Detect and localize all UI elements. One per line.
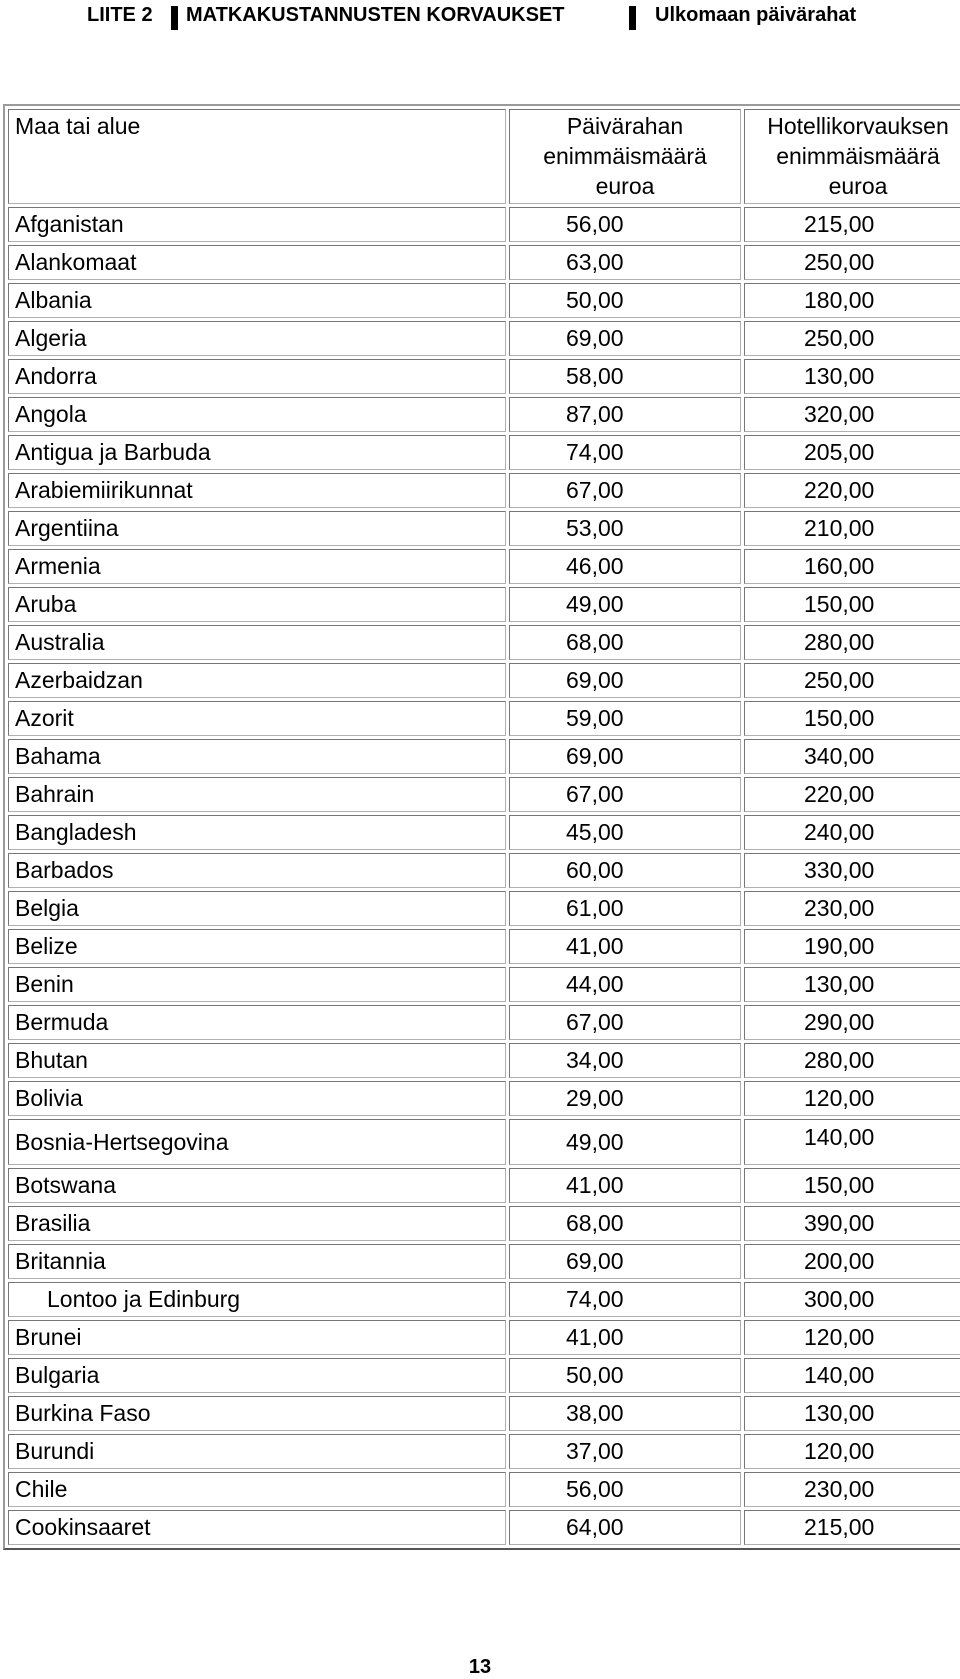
per-diem-cell: 49,00	[509, 1119, 741, 1165]
per-diem-cell: 41,00	[509, 1320, 741, 1355]
table-header-row	[8, 109, 960, 204]
table-row	[8, 1510, 960, 1545]
country-cell: Burkina Faso	[8, 1396, 506, 1431]
country-cell: Botswana	[8, 1168, 506, 1203]
column-header-country: Maa tai alue	[8, 109, 506, 204]
hotel-cell: 250,00	[744, 245, 960, 280]
table-row	[8, 1168, 960, 1203]
table-row	[8, 663, 960, 698]
table-row	[8, 587, 960, 622]
per-diem-cell: 29,00	[509, 1081, 741, 1116]
country-cell: Belize	[8, 929, 506, 964]
per-diem-cell: 46,00	[509, 549, 741, 584]
table-row	[8, 929, 960, 964]
per-diem-cell: 53,00	[509, 511, 741, 546]
table-row	[8, 1081, 960, 1116]
page-header	[0, 0, 960, 34]
country-cell: Lontoo ja Edinburg	[8, 1282, 506, 1317]
per-diem-cell: 69,00	[509, 739, 741, 774]
per-diem-table	[3, 104, 960, 1550]
table-body	[8, 207, 960, 1545]
per-diem-cell: 44,00	[509, 967, 741, 1002]
table-row	[8, 245, 960, 280]
table-row	[8, 359, 960, 394]
page-number: 13	[468, 1656, 492, 1678]
table-row	[8, 1005, 960, 1040]
hotel-cell: 150,00	[744, 701, 960, 736]
per-diem-cell: 68,00	[509, 1206, 741, 1241]
hotel-cell: 280,00	[744, 1043, 960, 1078]
table-row	[8, 1119, 960, 1165]
appendix-label: LIITE 2	[87, 4, 153, 26]
country-cell: Belgia	[8, 891, 506, 926]
column-header-hotel: Hotellikorvauksen enimmäismäärä euroa	[744, 109, 960, 204]
hotel-cell: 280,00	[744, 625, 960, 660]
per-diem-cell: 56,00	[509, 1472, 741, 1507]
country-cell: Australia	[8, 625, 506, 660]
per-diem-cell: 68,00	[509, 625, 741, 660]
table-row	[8, 549, 960, 584]
table-row	[8, 1244, 960, 1279]
hotel-cell: 220,00	[744, 473, 960, 508]
table-row	[8, 397, 960, 432]
per-diem-cell: 74,00	[509, 435, 741, 470]
country-cell: Alankomaat	[8, 245, 506, 280]
table-row	[8, 739, 960, 774]
header-separator	[171, 6, 178, 30]
country-cell: Brasilia	[8, 1206, 506, 1241]
header-separator	[629, 6, 636, 30]
country-cell: Antigua ja Barbuda	[8, 435, 506, 470]
country-cell: Armenia	[8, 549, 506, 584]
hotel-cell: 180,00	[744, 283, 960, 318]
country-cell: Bahrain	[8, 777, 506, 812]
per-diem-cell: 63,00	[509, 245, 741, 280]
country-cell: Barbados	[8, 853, 506, 888]
hotel-cell: 205,00	[744, 435, 960, 470]
country-cell: Britannia	[8, 1244, 506, 1279]
country-cell: Arabiemiirikunnat	[8, 473, 506, 508]
table-row	[8, 435, 960, 470]
hotel-cell: 390,00	[744, 1206, 960, 1241]
table-row	[8, 777, 960, 812]
hotel-cell: 120,00	[744, 1320, 960, 1355]
per-diem-cell: 67,00	[509, 473, 741, 508]
hotel-cell: 250,00	[744, 321, 960, 356]
table-row	[8, 1206, 960, 1241]
country-cell: Albania	[8, 283, 506, 318]
table-row	[8, 1320, 960, 1355]
hotel-cell: 150,00	[744, 1168, 960, 1203]
table-row	[8, 815, 960, 850]
country-cell: Afganistan	[8, 207, 506, 242]
country-cell: Bolivia	[8, 1081, 506, 1116]
hotel-cell: 150,00	[744, 587, 960, 622]
table-row	[8, 511, 960, 546]
hotel-cell: 215,00	[744, 1510, 960, 1545]
hotel-cell: 250,00	[744, 663, 960, 698]
per-diem-cell: 59,00	[509, 701, 741, 736]
per-diem-cell: 60,00	[509, 853, 741, 888]
hotel-cell: 190,00	[744, 929, 960, 964]
hotel-cell: 120,00	[744, 1081, 960, 1116]
table-row	[8, 1358, 960, 1393]
table-row	[8, 1043, 960, 1078]
hotel-cell: 340,00	[744, 739, 960, 774]
country-cell: Bahama	[8, 739, 506, 774]
country-cell: Benin	[8, 967, 506, 1002]
table-row	[8, 967, 960, 1002]
country-cell: Algeria	[8, 321, 506, 356]
country-cell: Azerbaidzan	[8, 663, 506, 698]
per-diem-cell: 37,00	[509, 1434, 741, 1469]
table-row	[8, 207, 960, 242]
hotel-cell: 230,00	[744, 891, 960, 926]
per-diem-cell: 67,00	[509, 1005, 741, 1040]
hotel-cell: 240,00	[744, 815, 960, 850]
per-diem-cell: 50,00	[509, 1358, 741, 1393]
country-cell: Bulgaria	[8, 1358, 506, 1393]
per-diem-cell: 34,00	[509, 1043, 741, 1078]
subsection-title: Ulkomaan päivärahat	[655, 4, 857, 26]
hotel-cell: 290,00	[744, 1005, 960, 1040]
hotel-cell: 210,00	[744, 511, 960, 546]
country-cell: Angola	[8, 397, 506, 432]
country-cell: Chile	[8, 1472, 506, 1507]
hotel-cell: 120,00	[744, 1434, 960, 1469]
country-cell: Andorra	[8, 359, 506, 394]
hotel-cell: 130,00	[744, 967, 960, 1002]
hotel-cell: 220,00	[744, 777, 960, 812]
per-diem-cell: 87,00	[509, 397, 741, 432]
hotel-cell: 200,00	[744, 1244, 960, 1279]
per-diem-cell: 38,00	[509, 1396, 741, 1431]
per-diem-cell: 64,00	[509, 1510, 741, 1545]
per-diem-cell: 69,00	[509, 321, 741, 356]
table-row	[8, 1472, 960, 1507]
hotel-cell: 300,00	[744, 1282, 960, 1317]
hotel-cell: 160,00	[744, 549, 960, 584]
hotel-cell: 130,00	[744, 359, 960, 394]
table-row	[8, 1282, 960, 1317]
table-row	[8, 891, 960, 926]
per-diem-cell: 56,00	[509, 207, 741, 242]
per-diem-cell: 61,00	[509, 891, 741, 926]
per-diem-cell: 41,00	[509, 929, 741, 964]
section-title: MATKAKUSTANNUSTEN KORVAUKSET	[186, 4, 565, 26]
table-row	[8, 701, 960, 736]
hotel-cell: 130,00	[744, 1396, 960, 1431]
country-cell: Bhutan	[8, 1043, 506, 1078]
hotel-cell: 140,00	[744, 1358, 960, 1393]
country-cell: Argentiina	[8, 511, 506, 546]
per-diem-cell: 74,00	[509, 1282, 741, 1317]
hotel-cell: 330,00	[744, 853, 960, 888]
hotel-cell: 215,00	[744, 207, 960, 242]
table-row	[8, 1396, 960, 1431]
table-row	[8, 473, 960, 508]
table-row	[8, 1434, 960, 1469]
hotel-cell: 230,00	[744, 1472, 960, 1507]
table-row	[8, 321, 960, 356]
per-diem-cell: 49,00	[509, 587, 741, 622]
country-cell: Cookinsaaret	[8, 1510, 506, 1545]
country-cell: Bermuda	[8, 1005, 506, 1040]
per-diem-cell: 50,00	[509, 283, 741, 318]
country-cell: Bangladesh	[8, 815, 506, 850]
per-diem-cell: 45,00	[509, 815, 741, 850]
table-row	[8, 283, 960, 318]
per-diem-cell: 69,00	[509, 1244, 741, 1279]
column-header-per-diem: Päivärahan enimmäismäärä euroa	[509, 109, 741, 204]
per-diem-cell: 58,00	[509, 359, 741, 394]
table-row	[8, 625, 960, 660]
country-cell: Bosnia-Hertsegovina	[8, 1119, 506, 1165]
country-cell: Azorit	[8, 701, 506, 736]
country-cell: Aruba	[8, 587, 506, 622]
hotel-cell: 320,00	[744, 397, 960, 432]
per-diem-cell: 41,00	[509, 1168, 741, 1203]
country-cell: Brunei	[8, 1320, 506, 1355]
table-row	[8, 853, 960, 888]
hotel-cell: 140,00	[744, 1119, 960, 1165]
country-cell: Burundi	[8, 1434, 506, 1469]
per-diem-cell: 67,00	[509, 777, 741, 812]
per-diem-cell: 69,00	[509, 663, 741, 698]
